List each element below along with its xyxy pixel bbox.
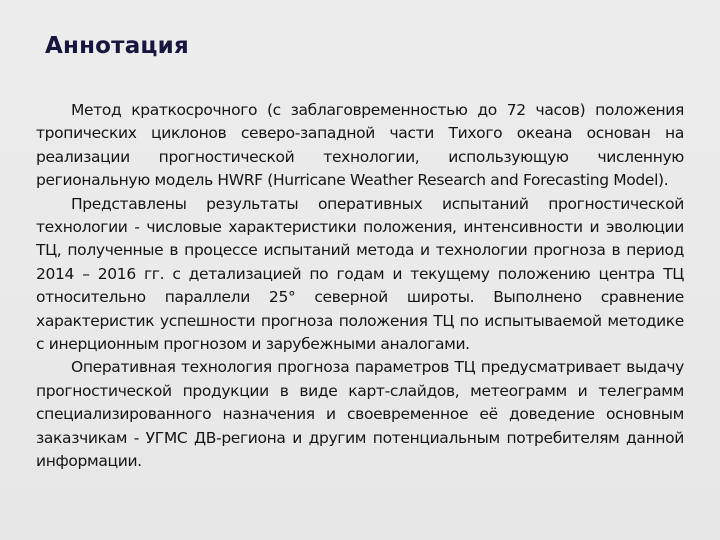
paragraph-method: Метод краткосрочного (с заблаговременностью до 72 часов) положения тропических циклонов северо-западной части Тихого океана основан на реализации прогностической технологии, использующую численную региональную модель HWRF (Hurricane Weather Research and Forecasting Model). [36, 101, 684, 190]
paragraph-results: Представлены результаты оперативных испытаний прогностической технологии - числовые характеристики положения, интенсивности и эволюции ТЦ, полученные в процессе испытаний метода и технологии прогноза в период 2014 – 2016 гг. с детализацией по годам и текущему положению центра ТЦ относительно параллели 25° северной широты. Выполнено сравнение характеристик успешности прогноза положения ТЦ по испытываемой методике с инерционным прогнозом и зарубежными аналогами. [36, 194, 684, 354]
annotation-body [36, 99, 684, 474]
paragraph-operational: Оперативная технология прогноза параметров ТЦ предусматривает выдачу прогностической продукции в виде карт-слайдов, метеограмм и телеграмм специализированного назначения и своевременное её доведение основным заказчикам - УГМС ДВ-региона и другим потенциальным потребителям данной информации. [36, 358, 684, 471]
slide-title: Аннотация [45, 33, 189, 59]
